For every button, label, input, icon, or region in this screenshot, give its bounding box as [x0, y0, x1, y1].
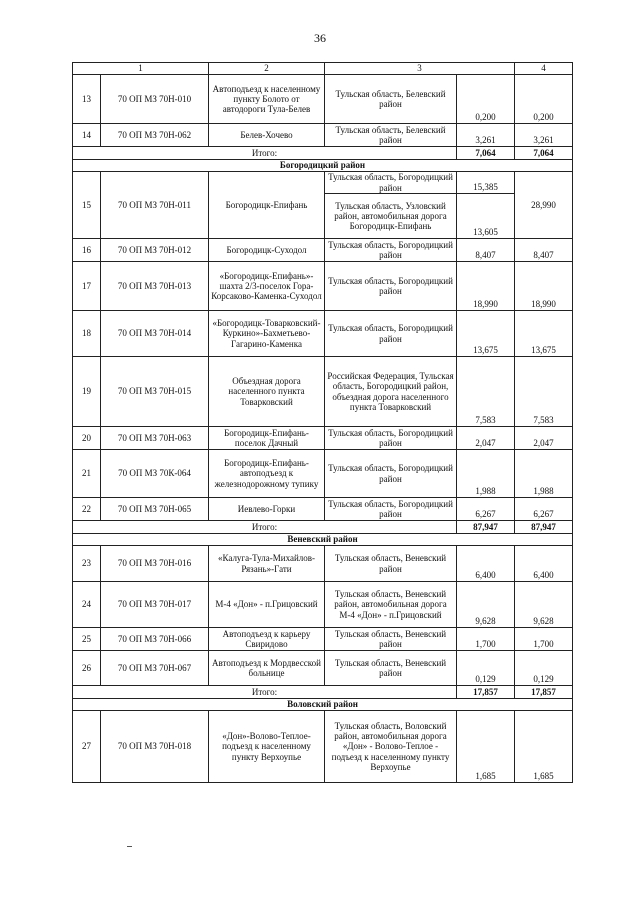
total-length: 87,947 — [457, 521, 515, 534]
road-length: 18,990 — [457, 262, 515, 311]
table-row — [73, 628, 573, 651]
road-length: 1,988 — [457, 450, 515, 498]
total-sum: 87,947 — [515, 521, 573, 534]
total-label: Итого: — [73, 521, 457, 534]
total-row — [73, 147, 573, 160]
district-name: Воловский район — [73, 699, 573, 711]
table-row — [73, 311, 573, 357]
row-number: 21 — [73, 450, 101, 498]
road-length: 1,700 — [457, 628, 515, 651]
header-col-4: 4 — [515, 63, 573, 75]
road-length: 6,400 — [457, 546, 515, 582]
row-number: 23 — [73, 546, 101, 582]
road-length: 13,605 — [457, 194, 515, 239]
road-location: Тульская область, Веневский район — [325, 651, 457, 686]
road-length: 0,129 — [457, 651, 515, 686]
row-number: 14 — [73, 124, 101, 147]
road-total-length: 0,129 — [515, 651, 573, 686]
table-row — [73, 172, 573, 194]
road-code: 70 ОП МЗ 70Н-016 — [101, 546, 209, 582]
road-location: Тульская область, Веневский район — [325, 628, 457, 651]
district-header-row — [73, 699, 573, 711]
row-number: 20 — [73, 427, 101, 450]
table-row — [73, 124, 573, 147]
road-total-length: 8,407 — [515, 239, 573, 262]
row-number: 19 — [73, 357, 101, 427]
road-code: 70 ОП МЗ 70Н-066 — [101, 628, 209, 651]
page-number: 36 — [314, 31, 326, 45]
road-length: 3,261 — [457, 124, 515, 147]
road-location: Тульская область, Богородицкий район — [325, 498, 457, 521]
road-location: Тульская область, Белевский район — [325, 75, 457, 124]
row-number: 22 — [73, 498, 101, 521]
road-code: 70 ОП МЗ 70Н-011 — [101, 172, 209, 239]
road-total-length: 9,628 — [515, 582, 573, 628]
road-location: Тульская область, Воловский район, автомобильная дорога «Дон» - Волово-Теплое - подъезд к населенному пункту Верхоупье — [325, 711, 457, 783]
road-total-length: 28,990 — [515, 172, 573, 239]
road-name: Автоподъезд к Мордвесской больнице — [209, 651, 325, 686]
road-code: 70 ОП МЗ 70Н-013 — [101, 262, 209, 311]
roads-table — [72, 62, 573, 783]
road-name: Автоподъезд к населенному пункту Болото от автодороги Тула-Белев — [209, 75, 325, 124]
road-total-length: 1,700 — [515, 628, 573, 651]
road-total-length: 6,400 — [515, 546, 573, 582]
table-row — [73, 711, 573, 783]
road-length: 6,267 — [457, 498, 515, 521]
road-code: 70 ОП МЗ 70Н-063 — [101, 427, 209, 450]
road-total-length: 1,988 — [515, 450, 573, 498]
table-row — [73, 262, 573, 311]
road-location: Тульская область, Богородицкий район — [325, 427, 457, 450]
road-location: Российская Федерация, Тульская область, Богородицкий район, объездная дорога населенного пункта Товарковский — [325, 357, 457, 427]
table-row — [73, 357, 573, 427]
road-code: 70 ОП МЗ 70Н-014 — [101, 311, 209, 357]
road-name: Богородицк-Суходол — [209, 239, 325, 262]
road-location: Тульская область, Богородицкий район — [325, 262, 457, 311]
row-number: 27 — [73, 711, 101, 783]
road-name: Богородицк-Епифань-автоподъезд к железнодорожному тупику — [209, 450, 325, 498]
road-total-length: 2,047 — [515, 427, 573, 450]
district-name: Богородицкий район — [73, 160, 573, 172]
row-number: 18 — [73, 311, 101, 357]
table-row — [73, 427, 573, 450]
road-total-length: 7,583 — [515, 357, 573, 427]
header-col-2: 2 — [209, 63, 325, 75]
header-row — [73, 63, 573, 75]
total-row — [73, 521, 573, 534]
road-length: 2,047 — [457, 427, 515, 450]
road-name: «Богородицк-Товарковский-Куркино»-Бахметьево-Гагарино-Каменка — [209, 311, 325, 357]
road-name: Богородицк-Епифань — [209, 172, 325, 239]
road-total-length: 18,990 — [515, 262, 573, 311]
road-name: М-4 «Дон» - п.Грицовский — [209, 582, 325, 628]
road-code: 70 ОП МЗ 70Н-015 — [101, 357, 209, 427]
page-mark — [127, 846, 132, 847]
table-row — [73, 546, 573, 582]
road-length: 9,628 — [457, 582, 515, 628]
table-row — [73, 450, 573, 498]
table-row — [73, 239, 573, 262]
road-total-length: 13,675 — [515, 311, 573, 357]
road-location: Тульская область, Веневский район — [325, 546, 457, 582]
road-length: 8,407 — [457, 239, 515, 262]
road-length: 15,385 — [457, 172, 515, 194]
road-code: 70 ОП МЗ 70Н-067 — [101, 651, 209, 686]
total-length: 7,064 — [457, 147, 515, 160]
road-location: Тульская область, Богородицкий район — [325, 239, 457, 262]
total-sum: 7,064 — [515, 147, 573, 160]
road-code: 70 ОП МЗ 70Н-065 — [101, 498, 209, 521]
row-number: 15 — [73, 172, 101, 239]
road-length: 13,675 — [457, 311, 515, 357]
header-col-1: 1 — [73, 63, 209, 75]
road-name: «Калуга-Тула-Михайлов-Рязань»-Гати — [209, 546, 325, 582]
total-length: 17,857 — [457, 686, 515, 699]
road-location: Тульская область, Веневский район, автомобильная дорога М-4 «Дон» - п.Грицовский — [325, 582, 457, 628]
row-number: 16 — [73, 239, 101, 262]
district-header-row — [73, 160, 573, 172]
road-code: 70 ОП МЗ 70Н-010 — [101, 75, 209, 124]
road-location: Тульская область, Богородицкий район — [325, 450, 457, 498]
table-row — [73, 75, 573, 124]
road-location: Тульская область, Богородицкий район — [325, 311, 457, 357]
road-total-length: 0,200 — [515, 75, 573, 124]
table-row — [73, 582, 573, 628]
road-code: 70 ОП МЗ 70Н-062 — [101, 124, 209, 147]
district-header-row — [73, 534, 573, 546]
row-number: 26 — [73, 651, 101, 686]
total-row — [73, 686, 573, 699]
district-name: Веневский район — [73, 534, 573, 546]
road-name: Иевлево-Горки — [209, 498, 325, 521]
road-total-length: 6,267 — [515, 498, 573, 521]
road-name: Богородицк-Епифань-поселок Дачный — [209, 427, 325, 450]
road-code: 70 ОП МЗ 70Н-018 — [101, 711, 209, 783]
road-total-length: 3,261 — [515, 124, 573, 147]
road-length: 1,685 — [457, 711, 515, 783]
road-length: 0,200 — [457, 75, 515, 124]
road-length: 7,583 — [457, 357, 515, 427]
row-number: 17 — [73, 262, 101, 311]
road-location: Тульская область, Узловский район, автомобильная дорога Богородицк-Епифань — [325, 194, 457, 239]
road-total-length: 1,685 — [515, 711, 573, 783]
road-name: Объездная дорога населенного пункта Товарковский — [209, 357, 325, 427]
road-location: Тульская область, Богородицкий район — [325, 172, 457, 194]
row-number: 25 — [73, 628, 101, 651]
row-number: 24 — [73, 582, 101, 628]
table-row — [73, 498, 573, 521]
total-label: Итого: — [73, 686, 457, 699]
total-sum: 17,857 — [515, 686, 573, 699]
road-code: 70 ОП МЗ 70Н-017 — [101, 582, 209, 628]
road-name: «Дон»-Волово-Теплое-подъезд к населенному пункту Верхоупье — [209, 711, 325, 783]
total-label: Итого: — [73, 147, 457, 160]
road-name: Автоподъезд к карьеру Свиридово — [209, 628, 325, 651]
road-name: «Богородицк-Епифань»-шахта 2/3-поселок Гора-Корсаково-Каменка-Суходол — [209, 262, 325, 311]
road-code: 70 ОП МЗ 70Н-012 — [101, 239, 209, 262]
road-location: Тульская область, Белевский район — [325, 124, 457, 147]
row-number: 13 — [73, 75, 101, 124]
road-code: 70 ОП МЗ 70К-064 — [101, 450, 209, 498]
header-col-3: 3 — [325, 63, 515, 75]
table-row — [73, 651, 573, 686]
road-name: Белев-Хочево — [209, 124, 325, 147]
